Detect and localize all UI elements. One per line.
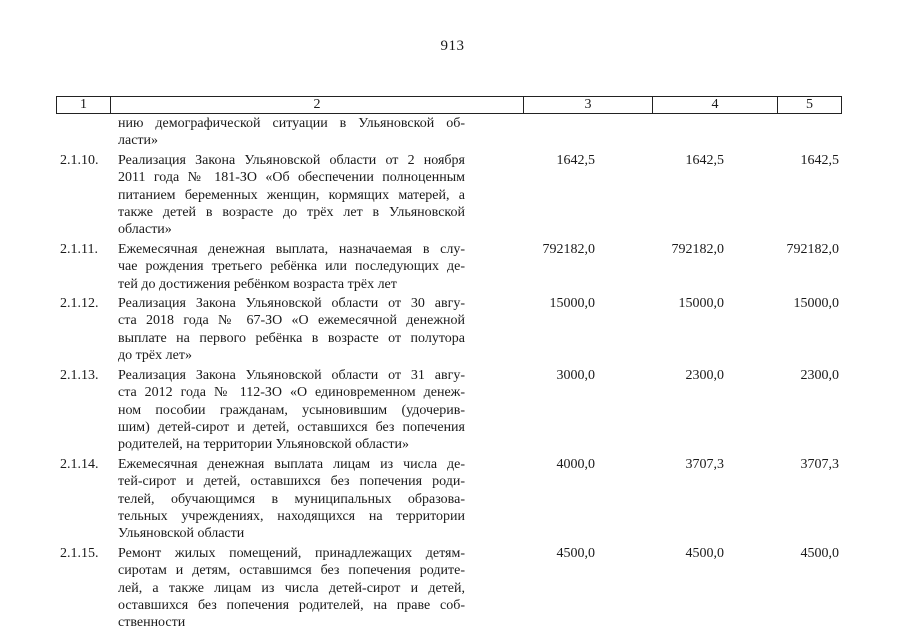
table-row	[56, 456, 842, 543]
column-header-2: 2	[111, 97, 524, 113]
column-header-5: 5	[806, 97, 813, 112]
description-line: тей-сирот и детей, оставшихся без попечения роди-	[118, 474, 465, 490]
row-description	[118, 456, 465, 543]
value-column-3: 4500,0	[556, 545, 595, 561]
description-line: питанием беременных женщин, кормящих матерей, а	[118, 187, 465, 203]
value-column-4: 2300,0	[685, 367, 724, 383]
description-line: тельных учреждениях, находящихся на территории	[118, 508, 465, 524]
description-line: Ульяновской области	[118, 526, 245, 542]
value-column-5: 4500,0	[800, 545, 839, 561]
row-description	[118, 152, 465, 239]
description-line: чае рождения третьего ребёнка или последующих де-	[118, 259, 465, 275]
description-line: ственности	[118, 615, 186, 631]
value-column-5: 2300,0	[800, 367, 839, 383]
row-description	[118, 241, 465, 293]
value-column-5: 792182,0	[786, 241, 839, 257]
table-row	[56, 545, 842, 632]
description-line: области»	[118, 222, 172, 238]
description-line: Ежемесячная денежная выплата лицам из числа де-	[118, 456, 465, 472]
description-line: нию демографической ситуации в Ульяновской об-	[118, 116, 465, 131]
description-line: выплате на первого ребёнка в возрасте от полутора	[118, 330, 465, 346]
row-number: 2.1.12.	[60, 296, 99, 312]
description-line: оставшихся без попечения родителей, на праве соб-	[118, 597, 465, 613]
description-line: ласти»	[118, 133, 159, 149]
value-column-4	[595, 115, 724, 150]
description-line: тей до достижения ребёнком возраста трёх лет	[118, 276, 397, 292]
row-number: 2.1.15.	[60, 545, 99, 561]
description-line: Реализация Закона Ульяновской области от 31 авгу-	[118, 367, 465, 383]
value-column-5: 3707,3	[800, 456, 839, 472]
row-description	[118, 295, 465, 365]
table-row	[56, 367, 842, 454]
description-line: ста 2012 года № 112-ЗО «О единовременном денеж-	[118, 385, 465, 401]
row-number: 2.1.13.	[60, 367, 99, 383]
value-column-4: 792182,0	[671, 241, 724, 257]
table-row	[56, 115, 842, 150]
description-line: родителей, на территории Ульяновской области»	[118, 437, 409, 453]
row-number: 2.1.10.	[60, 152, 99, 168]
page-number: 913	[440, 38, 465, 54]
value-column-5: 15000,0	[793, 296, 839, 312]
value-column-5	[724, 115, 839, 150]
description-line: телей, обучающимся в муниципальных образова-	[118, 491, 465, 507]
value-column-3: 1642,5	[556, 152, 595, 168]
row-description	[118, 545, 465, 632]
value-column-3: 3000,0	[556, 367, 595, 383]
value-column-4: 4500,0	[685, 545, 724, 561]
row-number: 2.1.11.	[60, 241, 98, 257]
table-row	[56, 241, 842, 293]
value-column-3: 15000,0	[549, 296, 595, 312]
description-line: Реализация Закона Ульяновской области от 2 ноября	[118, 152, 465, 168]
table-header-row	[56, 96, 842, 114]
value-column-4: 15000,0	[678, 296, 724, 312]
table-row	[56, 295, 842, 365]
description-line: также детей в возрасте до трёх лет в Ульяновской	[118, 205, 465, 221]
row-description	[118, 115, 465, 150]
value-column-4: 3707,3	[685, 456, 724, 472]
value-column-3: 4000,0	[556, 456, 595, 472]
column-header-1: 1	[57, 97, 111, 113]
column-header-3: 3	[524, 97, 653, 113]
row-description	[118, 367, 465, 454]
description-line: Реализация Закона Ульяновской области от 30 авгу-	[118, 296, 465, 312]
description-line: Ремонт жилых помещений, принадлежащих детям-	[118, 545, 465, 561]
description-line: 2011 года № 181-ЗО «Об обеспечении полноценным	[118, 170, 465, 186]
description-line: ном пособии гражданам, усыновившим (удочерив-	[118, 402, 465, 418]
row-number: 2.1.14.	[60, 456, 99, 472]
description-line: Ежемесячная денежная выплата, назначаемая в слу-	[118, 241, 465, 257]
column-header-4: 4	[653, 97, 778, 113]
value-column-3	[465, 115, 595, 150]
table-row	[56, 152, 842, 239]
value-column-3: 792182,0	[542, 241, 595, 257]
row-number	[56, 115, 118, 150]
description-line: лей, а также лицам из числа детей-сирот и детей,	[118, 580, 465, 596]
description-line: сиротам и детям, оставшимся без попечения родите-	[118, 563, 465, 579]
value-column-5: 1642,5	[800, 152, 839, 168]
value-column-4: 1642,5	[685, 152, 724, 168]
description-line: ста 2018 года № 67-ЗО «О ежемесячной денежной	[118, 313, 465, 329]
description-line: шим) детей-сирот и детей, оставшихся без попечения	[118, 419, 465, 435]
description-line: до трёх лет»	[118, 348, 192, 364]
table-body	[56, 115, 842, 632]
